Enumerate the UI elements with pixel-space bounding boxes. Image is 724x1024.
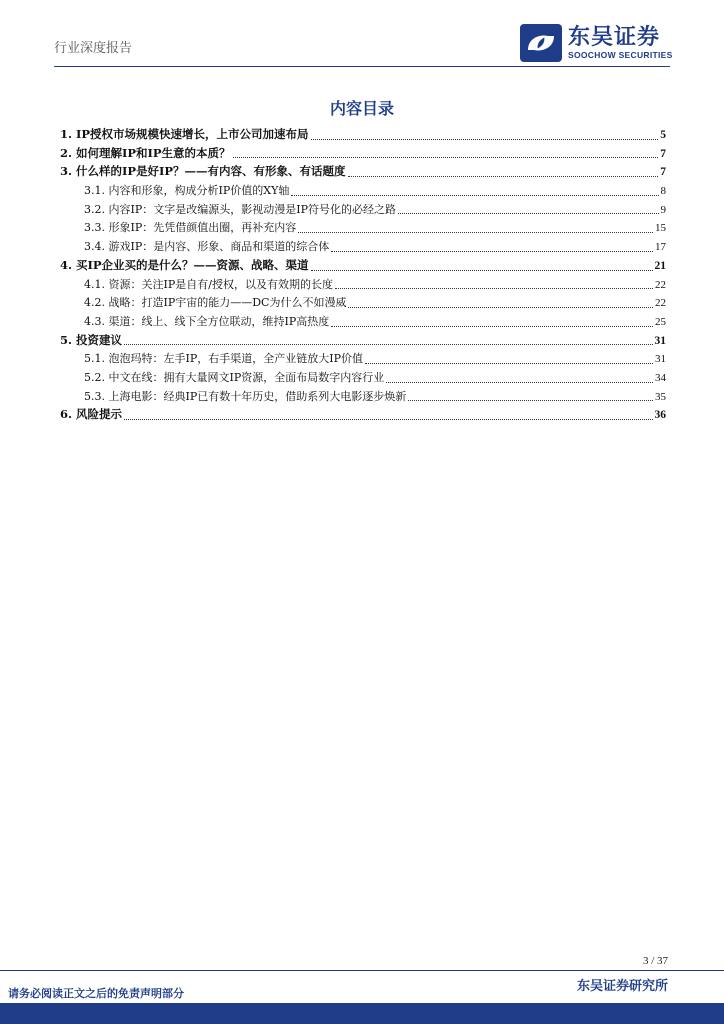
toc-entry-page: 7 <box>660 166 666 179</box>
toc-entry[interactable] <box>60 163 666 182</box>
toc-leader-dots <box>331 325 653 327</box>
toc-entry-page: 25 <box>655 315 666 328</box>
toc-entry[interactable] <box>60 369 666 388</box>
toc-leader-dots <box>335 287 653 289</box>
toc-entry-page: 21 <box>654 259 666 272</box>
toc-entry-title: 5.3. 上海电影：经典IP已有数十年历史，借助系列大电影逐步焕新 <box>84 389 407 403</box>
toc-entry-title: 5. 投资建议 <box>60 332 123 347</box>
footer-bar <box>0 1003 724 1024</box>
toc-leader-dots <box>348 175 659 177</box>
logo-chinese-name: 东吴证券 <box>568 25 661 50</box>
toc-entry[interactable] <box>60 388 666 407</box>
toc-leader-dots <box>386 381 653 383</box>
toc-entry-title: 6. 风险提示 <box>60 407 123 422</box>
toc-entry[interactable] <box>60 276 666 295</box>
toc-entry-page: 9 <box>660 203 666 216</box>
toc-entry[interactable] <box>60 182 666 201</box>
toc-entry-title: 5.2. 中文在线：拥有大量网文IP资源，全面布局数字内容行业 <box>84 370 385 384</box>
toc-entry-title: 3.4. 游戏IP：是内容、形象、商品和渠道的综合体 <box>84 240 330 254</box>
logo-english-name: SOOCHOW SECURITIES <box>568 50 673 60</box>
page-indicator: 3 / 37 <box>642 955 668 967</box>
table-of-contents <box>60 126 666 425</box>
toc-entry-title: 3.3. 形象IP：先凭借颜值出圈，再补充内容 <box>84 221 297 235</box>
toc-leader-dots <box>348 306 653 308</box>
toc-entry-title: 4.2. 战略：打造IP宇宙的能力——DC为什么不如漫威 <box>84 296 347 310</box>
toc-entry[interactable] <box>60 350 666 369</box>
toc-entry[interactable] <box>60 238 666 257</box>
footer-divider <box>0 970 724 971</box>
toc-entry-page: 22 <box>655 297 666 310</box>
toc-leader-dots <box>291 194 658 196</box>
disclaimer-notice: 请务必阅读正文之后的免责声明部分 <box>8 987 184 1000</box>
toc-entry-page: 22 <box>655 278 666 291</box>
toc-entry[interactable] <box>60 201 666 220</box>
toc-leader-dots <box>124 343 652 345</box>
toc-leader-dots <box>233 156 659 158</box>
toc-leader-dots <box>124 418 652 420</box>
toc-entry-page: 7 <box>660 147 666 160</box>
toc-entry[interactable] <box>60 406 666 425</box>
header-divider <box>54 66 670 67</box>
toc-entry[interactable] <box>60 313 666 332</box>
toc-entry-title: 4.3. 渠道：线上、线下全方位联动，维持IP高热度 <box>84 314 330 328</box>
toc-entry-title: 2. 如何理解IP和IP生意的本质？ <box>60 145 231 160</box>
toc-leader-dots <box>311 138 659 140</box>
research-institute-name: 东吴证券研究所 <box>576 979 668 994</box>
toc-entry-page: 15 <box>655 222 666 235</box>
soochow-logo-icon <box>520 24 562 62</box>
toc-entry-title: 4. 买IP企业买的是什么？——资源、战略、渠道 <box>60 257 309 272</box>
toc-title: 内容目录 <box>329 99 394 118</box>
toc-leader-dots <box>408 399 653 401</box>
toc-entry-title: 5.1. 泡泡玛特：左手IP，右手渠道，全产业链放大IP价值 <box>84 352 363 366</box>
toc-entry-page: 8 <box>660 185 666 198</box>
toc-entry[interactable] <box>60 219 666 238</box>
toc-leader-dots <box>365 362 653 364</box>
toc-entry[interactable] <box>60 257 666 276</box>
report-type-label: 行业深度报告 <box>54 41 133 56</box>
toc-leader-dots <box>311 269 653 271</box>
toc-leader-dots <box>298 231 653 233</box>
toc-entry[interactable] <box>60 332 666 351</box>
toc-entry-page: 36 <box>654 409 666 422</box>
toc-entry[interactable] <box>60 145 666 164</box>
toc-entry-title: 3.2. 内容IP：文字是改编源头，影视动漫是IP符号化的必经之路 <box>84 202 396 216</box>
toc-entry-title: 1. IP授权市场规模快速增长，上市公司加速布局 <box>60 127 309 141</box>
toc-entry[interactable] <box>60 126 666 145</box>
toc-entry-page: 34 <box>655 371 666 384</box>
toc-entry-page: 5 <box>660 129 666 141</box>
toc-leader-dots <box>398 212 659 214</box>
company-logo <box>520 24 673 62</box>
toc-entry-title: 3.1. 内容和形象，构成分析IP价值的XY轴 <box>84 184 290 198</box>
toc-entry-page: 35 <box>655 390 666 403</box>
toc-entry-title: 4.1. 资源：关注IP是自有/授权，以及有效期的长度 <box>84 277 333 291</box>
toc-entry-page: 31 <box>654 334 666 347</box>
toc-entry-page: 17 <box>655 241 666 254</box>
toc-entry[interactable] <box>60 294 666 313</box>
toc-entry-page: 31 <box>655 353 666 366</box>
toc-leader-dots <box>331 250 653 252</box>
toc-entry-title: 3. 什么样的IP是好IP？——有内容、有形象、有话题度 <box>60 164 346 179</box>
